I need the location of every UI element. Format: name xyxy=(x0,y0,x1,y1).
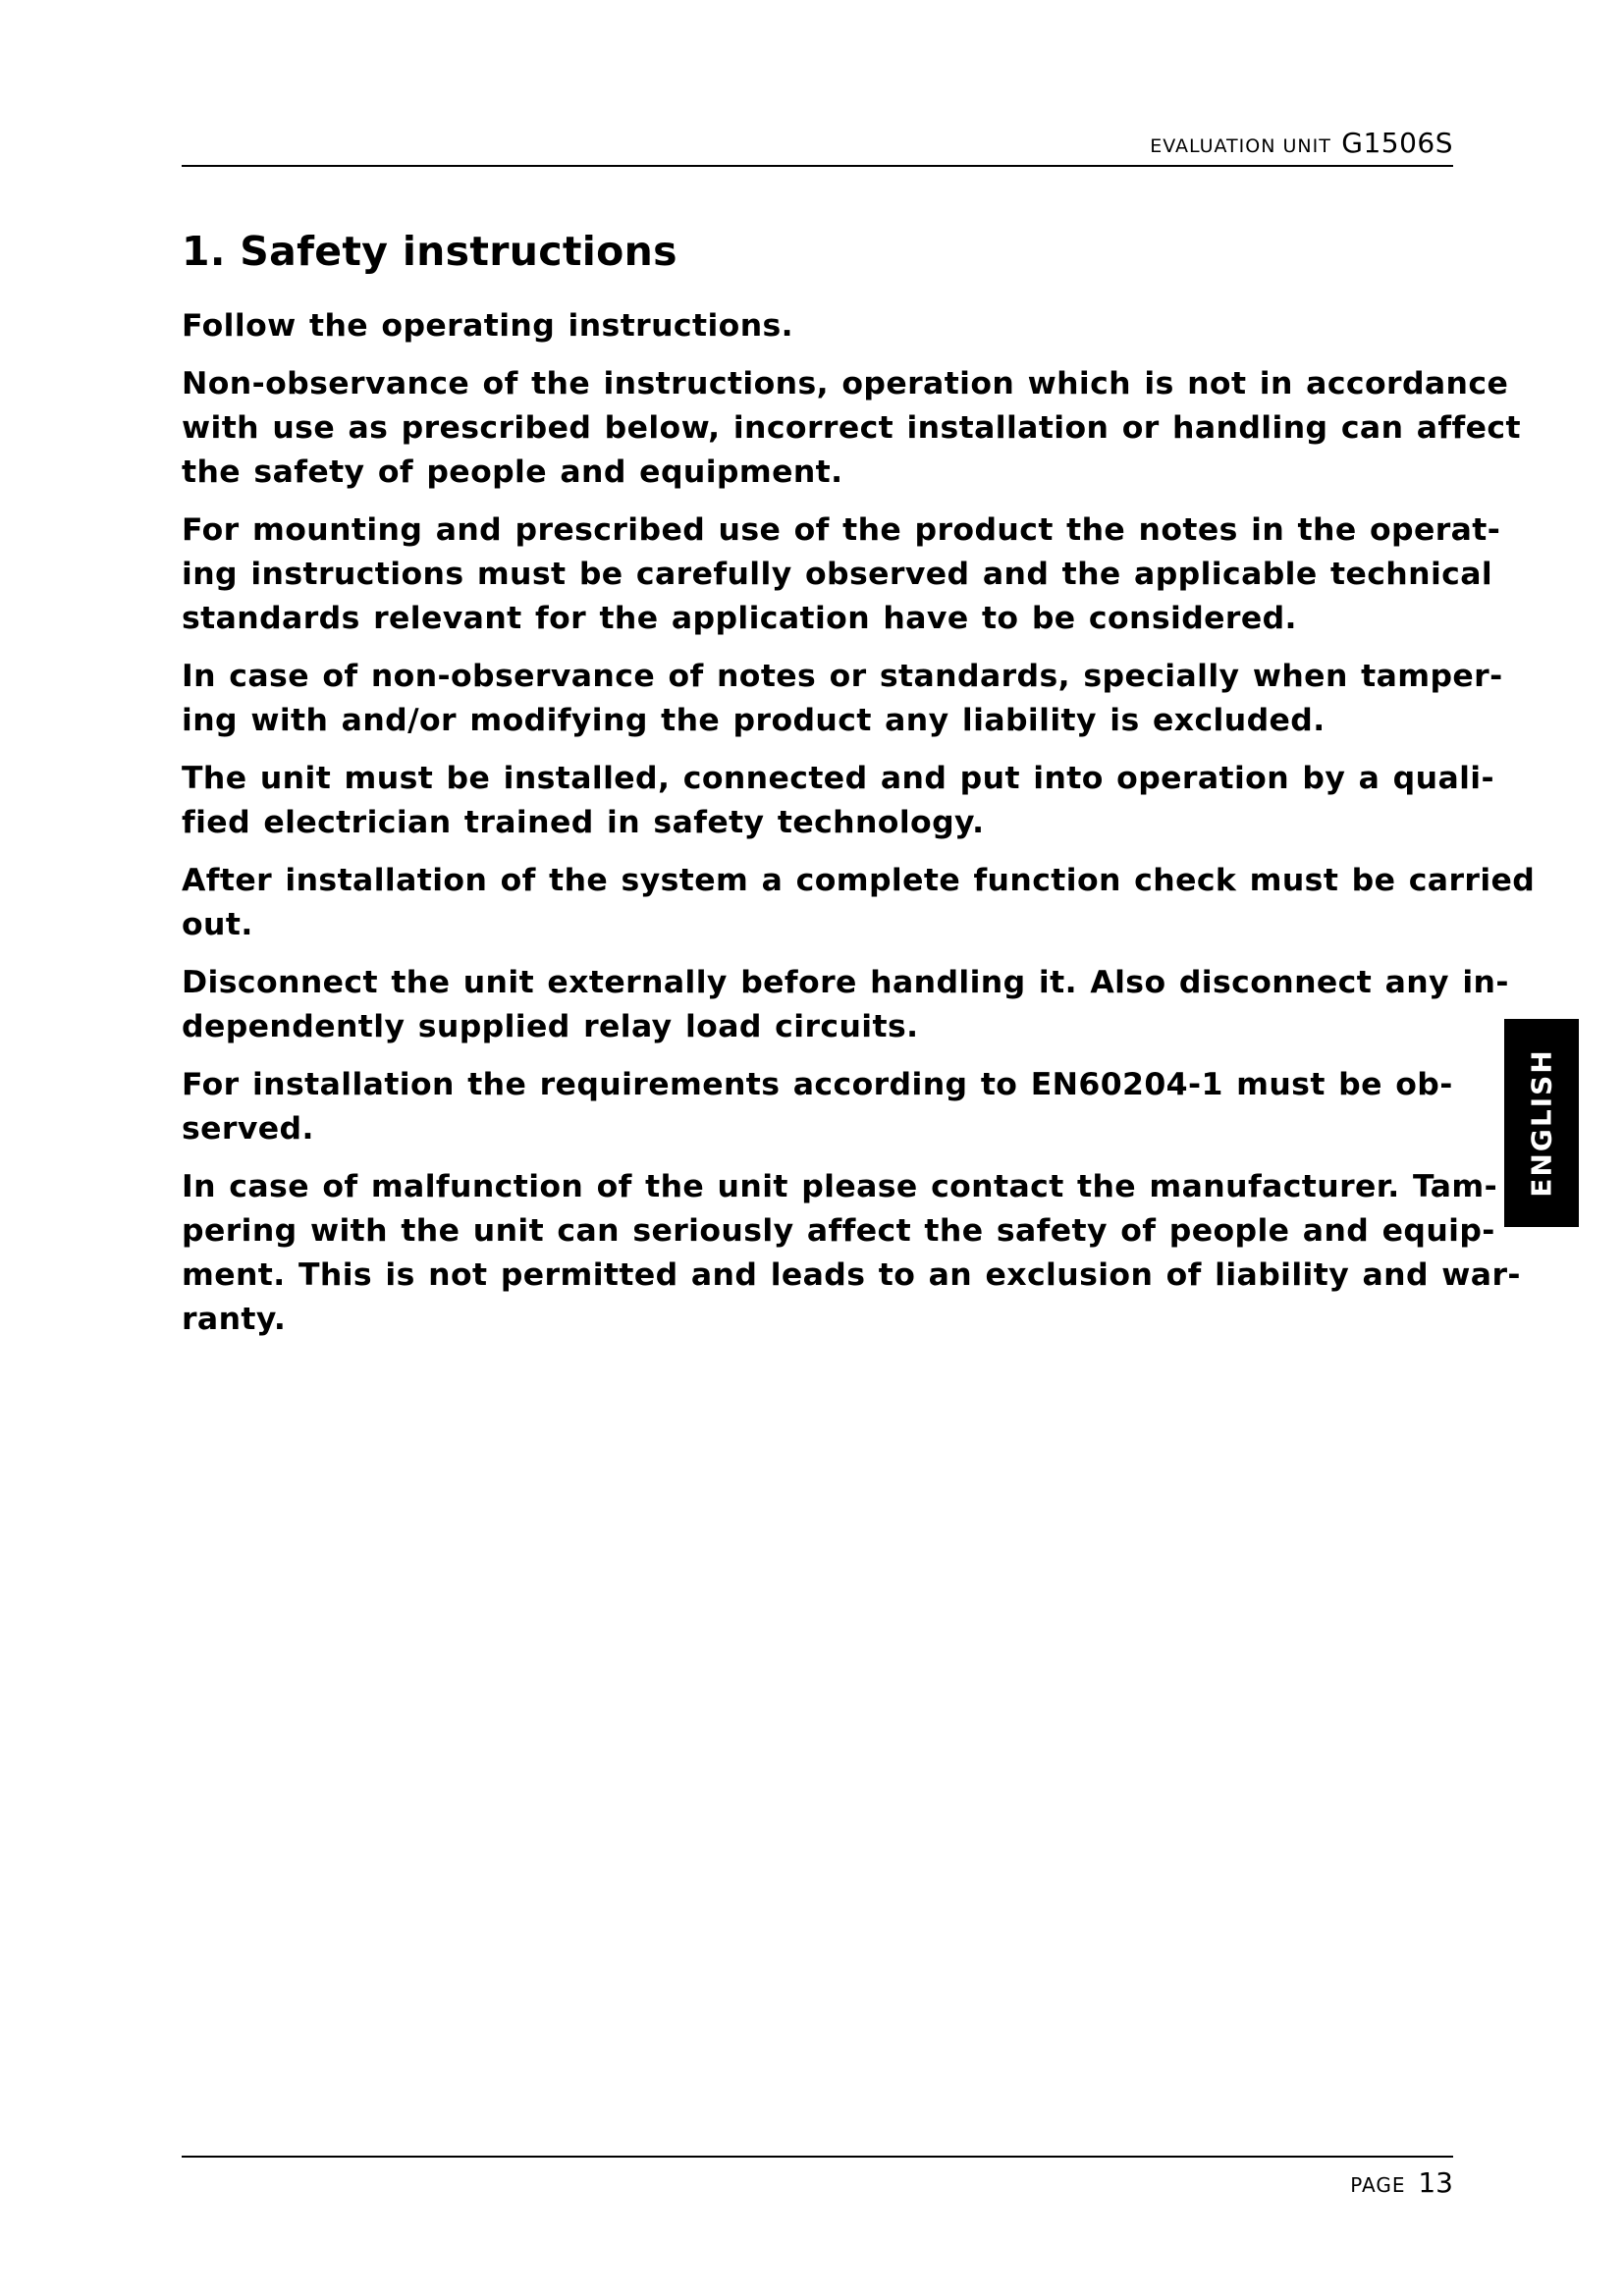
paragraph-line: Follow the operating instructions. xyxy=(182,308,794,344)
paragraph-line: After installation of the system a complete function check must be carried xyxy=(182,863,1536,898)
language-tab-label: ENGLISH xyxy=(1525,1048,1558,1198)
safety-instructions-body xyxy=(182,304,1536,1356)
paragraph xyxy=(182,655,1503,743)
paragraph xyxy=(182,1063,1453,1151)
running-header xyxy=(182,126,1453,164)
paragraph-line: ing instructions must be carefully observed and the applicable technical xyxy=(182,557,1493,592)
paragraph-line: ing with and/or modifying the product any liability is excluded. xyxy=(182,703,1326,738)
paragraph-line: For mounting and prescribed use of the product the notes in the operat- xyxy=(182,512,1501,548)
language-tab xyxy=(1504,1019,1579,1227)
paragraph-line: pering with the unit can seriously affect the safety of people and equip- xyxy=(182,1213,1495,1249)
paragraph-line: dependently supplied relay load circuits. xyxy=(182,1009,919,1044)
footer-rule xyxy=(182,2156,1453,2158)
paragraph-line: with use as prescribed below, incorrect installation or handling can affect xyxy=(182,410,1521,446)
paragraph-line: ment. This is not permitted and leads to an exclusion of liability and war- xyxy=(182,1257,1521,1293)
paragraph xyxy=(182,757,1494,845)
paragraph-line: ranty. xyxy=(182,1302,287,1337)
paragraph xyxy=(182,508,1501,641)
paragraph-line: out. xyxy=(182,907,253,942)
paragraph-line: served. xyxy=(182,1111,314,1147)
paragraph-line: For installation the requirements according to EN60204-1 must be ob- xyxy=(182,1067,1453,1102)
paragraph xyxy=(182,961,1509,1049)
paragraph xyxy=(182,304,1453,348)
page-footer xyxy=(182,2165,1453,2203)
paragraph xyxy=(182,859,1536,947)
page-label: PAGE xyxy=(1350,2173,1406,2197)
paragraph-line: standards relevant for the application have to be considered. xyxy=(182,601,1297,636)
header-model: G1506S xyxy=(1341,127,1453,159)
paragraph-line: In case of non-observance of notes or standards, specially when tamper- xyxy=(182,659,1503,694)
paragraph-line: Non-observance of the instructions, operation which is not in accordance xyxy=(182,366,1509,401)
paragraph-line: fied electrician trained in safety technology. xyxy=(182,805,985,840)
paragraph xyxy=(182,1165,1521,1342)
header-label: EVALUATION UNIT xyxy=(1150,135,1331,157)
section-title: 1. Safety instructions xyxy=(182,228,677,275)
paragraph-line: the safety of people and equipment. xyxy=(182,454,843,490)
paragraph xyxy=(182,362,1521,495)
header-rule xyxy=(182,165,1453,167)
paragraph-line: In case of malfunction of the unit please contact the manufacturer. Tam- xyxy=(182,1169,1498,1204)
paragraph-line: Disconnect the unit externally before handling it. Also disconnect any in- xyxy=(182,965,1509,1000)
paragraph-line: The unit must be installed, connected and put into operation by a quali- xyxy=(182,761,1494,796)
page-number: 13 xyxy=(1418,2166,1453,2199)
